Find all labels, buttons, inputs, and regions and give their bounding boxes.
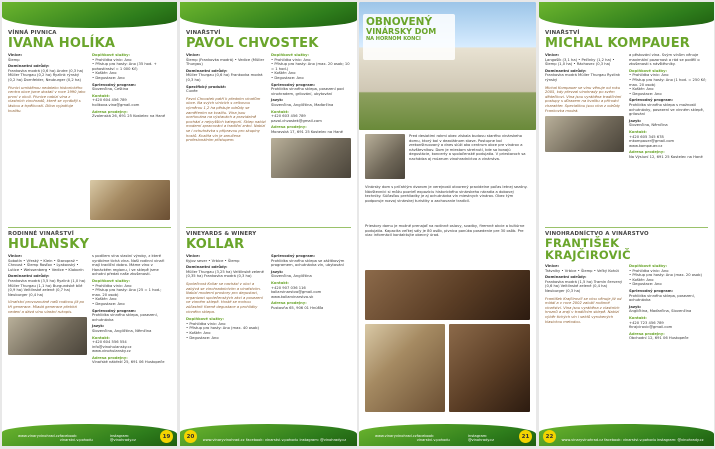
service-item: • Degustace: Ano (629, 91, 662, 96)
section-kicker: VINAŘSTVÍ (186, 30, 221, 36)
label-services: Doplňkové služby: (92, 53, 130, 57)
label-address: Adresa prodejny: (629, 331, 665, 336)
interior-photo-left (365, 324, 445, 412)
value-language: Slovenčina, Angličtina (271, 274, 312, 279)
contact-phone: +420 604 456 789 (92, 98, 127, 103)
label-contact: Kontakt: (92, 93, 110, 98)
label-odrudy: Dominantní odrůdy: (545, 68, 587, 73)
section-title: IVANA HOLÍKA (8, 36, 116, 51)
section-kicker: VINOHRADNÍCTVO A VINÁRSTVO (545, 231, 649, 237)
label-program: Sprievodný program: (271, 254, 316, 258)
label-address: Adresa prodejny: (92, 109, 128, 114)
footer-links (561, 438, 704, 442)
label-services: Doplňkové služby: (92, 278, 130, 283)
section-title: FRANTIŠEK KRAJČIROVIČ (545, 236, 631, 262)
winery-description: Vinařství provozováné naší rodinou již po tři generace. Mladá generace přebírá vedení a dává vínu vlastní rukopis. (8, 300, 85, 314)
winery-holika (8, 30, 171, 119)
family-photo (8, 317, 87, 355)
services-list (92, 58, 171, 81)
winery-description: Pivnici umístěnou nedaleko historického centra obce jsme dostali v roce 1990 jako první v okolí. Pivnice nabízí vína z vlastních vinohradů, které se vyrábějí s láskou a trpělivostí. Dílna vyjadřuje kvalitu. (8, 85, 86, 113)
footer-facebook: facebook: vinarstvi.v.pohodu (416, 434, 450, 442)
services-list (271, 58, 351, 81)
service-item: • Přístup pro hosty: Ano (max. 40 osob) (186, 326, 259, 331)
footer-facebook: facebook: vinarstvi.v.pohodu (604, 438, 656, 442)
label-address: Adresa prodejny: (629, 150, 665, 155)
section-divider (186, 227, 351, 228)
label-contact: Kontakt: (271, 280, 289, 285)
service-item: • Prohlídka vinic: Ano (92, 283, 132, 288)
service-item: • Přístup pro hosty: Ano (max. 20 osob; 10 = 1 hod.) (271, 62, 350, 71)
label-language: Jazyk: (271, 98, 284, 103)
label-program: Sprievodný program: (629, 288, 674, 293)
value-program: Prohlídka vinného sklepa, posezení, ochutnávka (629, 293, 695, 303)
winery-kompauer (545, 30, 708, 159)
value-odrudy: Müller Thurgau (0,6 ha) Frankovka modrá (0,3 ha) (186, 73, 263, 82)
contact-phone: +420 604 556 554 (92, 340, 127, 345)
info-column-left (186, 254, 266, 340)
value-odrudy: Frankovka modrá (1,5 ha) Tramín červený (0,6 ha) Veltlínské zelené (0,4 ha) Neuburger (0,3 ha) (545, 279, 623, 293)
label-odrudy: Dominantní odrůdy: (8, 274, 50, 279)
info-column-right (629, 53, 708, 159)
contact-phone: +420 723 456 789 (629, 320, 664, 325)
service-item: • Koštér: Ano (186, 330, 211, 335)
footer-links (375, 434, 514, 442)
label-odrudy: Dominantní odrůdy: (545, 275, 587, 280)
info-column-left (8, 53, 87, 119)
value-address: Vinařské nábřeží 25, 691 06 Hustopeče (92, 360, 165, 365)
brochure-page-22 (539, 2, 714, 446)
service-item: • Koštér: Ano (629, 87, 654, 92)
service-item: • Prohlídka vinic: Ano (629, 268, 669, 273)
label-program: Sprievodný program: (629, 98, 674, 103)
label-services: Doplňkové služby: (629, 68, 667, 73)
footer-web: www.vinaryvinohrad.cz (375, 434, 417, 438)
winery-description-continued: s podílem vína vlastní výroby, z které vyrábíme tichá vína. Naši rodinní vinaři mají tradiční dobro. Máme víno v Hanáckém regionu, i ve sklepě jsme ochotni předat naše zkušenosti. (92, 254, 165, 277)
footer-instagram: instagram: @vinohrady.cz (299, 438, 347, 442)
label-odrudy: Dominantní odrůdy: (8, 64, 50, 69)
value-program: Prohlídka vinného sklepa se zážitkovým programem, ochutnávka vín, ubytování (271, 258, 345, 268)
banner-line-3: NA HORNOM KONCI (366, 36, 421, 42)
service-item: • Přístup pro hosty: Ano (max. 20 osob) (629, 273, 702, 278)
winery-krajcirovic (545, 231, 708, 341)
contact-email: fkrajcirovic@gmail.com (629, 325, 673, 330)
label-vinice: Vinice: (8, 254, 23, 258)
label-odrudy: Dominantní odrůdy: (186, 265, 228, 270)
contact-phone: +420 603 456 789 (271, 114, 306, 119)
footer-instagram: instagram: @vinohrady.cz (656, 438, 704, 442)
service-item: • Degustace: Ano (271, 75, 304, 80)
page-number: 20 (184, 430, 197, 443)
service-item: • Prohlídka vinic: Ano (629, 73, 669, 78)
info-column-left (545, 264, 624, 341)
service-item: • Prohlídka vinic: Ano (92, 57, 132, 62)
value-program: Prohlídka vinného sklepa s možností ochutnávky, posezení ve vinném sklepě, grilování (629, 102, 704, 117)
value-odrudy: Frankovka modrá (3,5 ha) Ryzlink (1,0 ha) Müller Thurgau (1,1 ha) Burgundské bílé (0,9 ha) Veltlínské zelené (0,7 ha) Neuburger (0,4 ha) (8, 278, 86, 297)
label-program: Sprievodný program: (92, 308, 137, 313)
title-banner (363, 14, 455, 60)
info-column-left (8, 254, 87, 365)
section-kicker: VINEYARDS & WINERY (186, 231, 257, 237)
contact-web: www.kollarvinarstvo.sk (271, 294, 314, 299)
brochure-page-20 (180, 2, 357, 446)
value-odrudy: Frankovka modrá Müller Thurgau Ryzlink rýnský (545, 73, 621, 82)
section-title: HULANSKY (8, 237, 90, 252)
section-divider (8, 227, 171, 228)
label-program: Sprievodný program: (92, 82, 137, 87)
interior-photo-right (449, 324, 530, 412)
value-address: Na Výsluní 12, 691 25 Kostelec na Hané (629, 154, 703, 159)
label-vinice: Vinice: (8, 53, 23, 57)
footer-web: www.vinaryvinohrad.cz (18, 434, 60, 438)
value-program: Prohlídka vinného sklepa, posezení pod vinohradem, grilování, ubytování (271, 87, 344, 96)
value-vinice: Šlemp (Frankovka modrá) • Vedice (Müller Thurgau) (186, 57, 265, 67)
info-column-right (271, 254, 351, 340)
value-vinice: Šlemp (8, 57, 20, 62)
footer-links (18, 434, 155, 442)
label-vinice: Vinice: (545, 53, 560, 57)
section-title: KOLLAR (186, 237, 245, 252)
value-language: Slovenčina, Angličtina, Němčina (92, 328, 152, 333)
services-list (186, 322, 266, 340)
top-green-band (180, 2, 357, 28)
portrait-photo (365, 134, 405, 179)
value-language: Slovenčina, Angličtina, Maďarčina (271, 102, 334, 107)
contact-web: www.vinohulansky.cz (92, 349, 131, 354)
page-number: 19 (160, 430, 173, 443)
article-intro: Pred desiatimi rokmi obec získala budovu starého vinárskeho domu, ktorý bol v dezolátnom stave. Postupne bol zrekonštruovaný a dnes slúži ako centrum obce pre vinárov a návštevníkov. Dom je miestom stretnutí, kde sa konajú degustácie, koncerty a spoločenské podujatia. V priestoroch sa nachádza aj múzeum vinohradníctva a vinárstva. (409, 134, 526, 161)
service-item: • Koštér: Ano (271, 71, 296, 76)
info-column-right (92, 53, 171, 119)
banner-line-2: VINÁRSKY DOM (366, 27, 437, 36)
footer-facebook: facebook: vinarstvi.v.pohodu (59, 434, 93, 442)
label-language: Jazyk: (629, 304, 642, 309)
page-number: 21 (519, 430, 532, 443)
section-kicker: RODINNÉ VINAŘSTVÍ (8, 231, 74, 237)
footer-band (2, 424, 177, 446)
winery-description-continued: a pěstování vína. Svým vínům věnuje maximální pozornost a rád se podělí o zkušenosti s návštěvníky. (629, 53, 700, 67)
article-body: Vinársky dom s priľahlým dvorom je verejnosti otvorený pravidelne počas letnej sezóny. Návštevníci si môžu pozrieť expozíciu historického vinárskeho náradia a dobovej techniky. Súčasťou prehliadky je aj ochutnávka vín miestnych vinárov. Obec tým podporuje rozvoj vinárskej turistiky a zachovanie tradícií. (365, 185, 528, 203)
info-column-right (271, 53, 351, 178)
contact-email: holikova.vina@gmail.com (92, 102, 140, 107)
value-vinice: Langošík (3,1 ha) • Pečínky (1,2 ha) • Šlemp (1,0 ha) • Ráchovec (0,3 ha) (545, 57, 615, 67)
footer-web: www.vinaryvinohrad.cz (561, 438, 604, 442)
service-item: • Prohlídka vinic: Ano (186, 321, 226, 326)
label-language: Jazyk: (629, 118, 642, 123)
value-vinice: Kyjov sever • Vrbice • Šlemp (186, 258, 240, 263)
label-address: Adresa prodejny: (271, 301, 307, 306)
value-vinice: Sobotín • Vřeský • Klein • Staropraž • Chroust • Šlemp Rosťov • Lyakovský • Lutice • Weissenberg • Vedice • Kloborín (8, 258, 84, 272)
footer-facebook: facebook: vinarstvi.v.pohodu (246, 438, 298, 442)
label-services: Doplňkové služby: (271, 53, 309, 57)
section-kicker: VINAŘSTVÍ (545, 30, 580, 36)
service-item: • Degustace: Ano (186, 335, 219, 340)
contact-email: info@vinohulansky.cz (92, 344, 132, 349)
value-program: Slovenčina, Čeština (92, 87, 129, 92)
services-list (92, 284, 171, 307)
section-title: MICHAL KOMPAUER (545, 36, 690, 51)
service-item: • Přístup pro hosty: Ano (25 = 1 hod.; max. 20 osob) (92, 288, 162, 297)
winemaker-photo (271, 138, 351, 178)
label-services: Doplňkové služby: (186, 317, 224, 322)
services-list (629, 269, 708, 287)
winery-photo (90, 180, 170, 220)
value-address: Pustovňa 65, 906 01 Hnúšťa (271, 305, 324, 310)
label-product: Specifický produkt: (186, 84, 227, 89)
section-kicker: VÍNNÁ PIVNICA (8, 30, 57, 36)
value-address: Obchodní 12, 691 06 Hustopeče (629, 336, 689, 341)
winery-description: František Krajčirovič se vínu věnuje již od mládí a v roce 2002 založil rodinné vinařství. Vína jsou vyráběna z vlastních hroznů a zrají v tradičním sklepě. Nabízí výběr tichých vín i sektů vyrobených klasickou metodou. (545, 296, 622, 324)
label-vinice: Vinice: (545, 264, 560, 268)
banner-line-1: OBNOVENÝ (366, 16, 433, 28)
value-language: Slovenčina, Němčina (629, 123, 668, 128)
page-number: 22 (543, 430, 556, 443)
winery-hulansky (8, 231, 171, 365)
footer-band (359, 424, 536, 446)
winery-description: Společnost Kollar se nachází v obci a zabývá se vinohradnictvím a vinařstvím. Nabízí moderní prostory pro degustaci, organizaci společenských akcí a posezení ve vinném sklepě. Hosté se mohou zúčastnit řízené degustace a prohlídky vinného sklepa. (186, 281, 263, 314)
info-column-left (186, 53, 266, 178)
value-product: Cuvée (186, 89, 198, 94)
top-green-band (539, 2, 714, 28)
contact-phone: +420 605 345 678 (629, 134, 664, 139)
label-contact: Kontakt: (92, 335, 110, 340)
contact-email: pavol.chvostek@gmail.com (271, 118, 322, 123)
label-vinice: Vinice: (186, 53, 201, 57)
section-title: PAVOL CHVOSTEK (186, 36, 319, 51)
winery-chvostek (186, 30, 351, 178)
winery-description: Michal Kompauer se vínu věnuje od roku 2005, kdy převzal vinohrady po svém dědečkovi. Vína jsou vyráběna tradičními postupy s důrazem na kvalitu a přírodní charakter. Specialitou jsou vína z odrůdy Frankovka modrá. (545, 85, 622, 113)
service-item: • Přístup pro hosty: Ano (35 hod. + pohostinství = 1 000 Kč) (92, 62, 157, 71)
contact-phone: +420 907 036 116 (271, 285, 306, 290)
label-contact: Kontakt: (271, 109, 289, 114)
label-language: Jazyk: (271, 269, 284, 274)
service-item: • Degustace: Ano (92, 75, 125, 80)
info-column-left (545, 53, 624, 159)
footer-links (202, 438, 347, 442)
info-column-right (92, 254, 171, 365)
label-address: Adresa prodejny: (271, 125, 307, 130)
footer-web: www.vinaryvinohrad.cz (202, 438, 245, 442)
service-item: • Koštér: Ano (629, 277, 654, 282)
service-item: • Koštér: Ano (92, 71, 117, 76)
service-item: • Degustace: Ano (92, 301, 125, 306)
label-vinice: Vinice: (186, 254, 201, 258)
winemaker-photo (545, 116, 624, 152)
value-language: Angličtina, Maďarčina, Slovenčina (629, 309, 692, 314)
article-closing: Priestory domu je možné prenajať na rodinné oslavy, svadby, firemné akcie a kultúrne podujatia. Kapacita veľkej sály je 80 osôb, pivnica ponúka posedenie pre 30 osôb. Pre viac informácií kontaktujte obecný úrad. (365, 224, 525, 238)
section-divider (545, 227, 708, 228)
service-item: • Koštér: Ano (92, 297, 117, 302)
footer-band (539, 424, 714, 446)
value-odrudy: Müller Thurgau (3,25 ha) Veltlínské zelené (0,35 ha) Frankovka modrá (0,3 ha) (186, 269, 264, 279)
footer-instagram: instagram: @vinohrady.cz (467, 434, 494, 442)
label-address: Adresa prodejny: (92, 355, 128, 360)
service-item: • Přístup pro hosty: Ano (1 hod. = 250 Kč; max. 20 osob) (629, 77, 707, 87)
service-item: • Degustace: Ano (629, 282, 662, 287)
info-column-right (629, 264, 708, 341)
label-contact: Kontakt: (629, 129, 647, 134)
winery-description: Pavol Chvostek patří k předním vinařům obce. Na svých vinicích s celkovou výměrou 1,2 ha pěstuje odrůdy se zaměřením na kvalitu. Vína jsou oceňována na výstavách a pravidelně pochází z nejvyšších kategorií. Sklep nabízí moderní zpracování a tradiční zrání. Nabízí se i ochutnávka s přípravou pro skupiny hostů. Kvalita vín je zaručena profesionálním přístupem. (186, 96, 266, 143)
services-list (629, 73, 708, 96)
label-odrudy: Dominantní odrůdy: (186, 68, 228, 73)
cellar-photo (365, 270, 530, 320)
service-item: • Prohlídka vinic: Ano (271, 57, 311, 62)
label-contact: Kontakt: (629, 315, 647, 320)
contact-email: kollarvinarstvo@gmail.com (271, 290, 322, 295)
label-program: Sprievodný program: (271, 82, 316, 87)
footer-band (180, 424, 357, 446)
top-green-band (2, 2, 177, 28)
winery-kollar (186, 231, 351, 340)
contact-web: www.kompauer.cz (629, 143, 663, 148)
brochure-page-19 (2, 2, 177, 446)
footer-instagram: instagram: @vinohrady.cz (109, 434, 136, 442)
value-odrudy: Frankovka modrá (0,6 ha) Andre (0,3 ha) Müller Thurgau (0,2 ha) Ryzlink rýnský (0,2 ha) Dornfelder, Neuburger (0,2 ha) (8, 68, 84, 82)
contact-email: mkompauer@gmail.com (629, 139, 675, 144)
value-program: Prohlídka vinného sklepa, posezení, ochutnávka (92, 313, 158, 322)
value-address: Moravská 17, 691 25 Kostelec na Hané (271, 129, 343, 134)
label-language: Jazyk: (92, 324, 105, 329)
value-vinice: Trávníky • Vrbice • Šlemp • Veľký Kohút (545, 268, 619, 273)
label-services: Doplňkové služby: (629, 264, 667, 268)
value-address: Zvolenská 26, 691 25 Kostelec na Hané (92, 114, 166, 119)
brochure-page-21 (359, 2, 536, 446)
